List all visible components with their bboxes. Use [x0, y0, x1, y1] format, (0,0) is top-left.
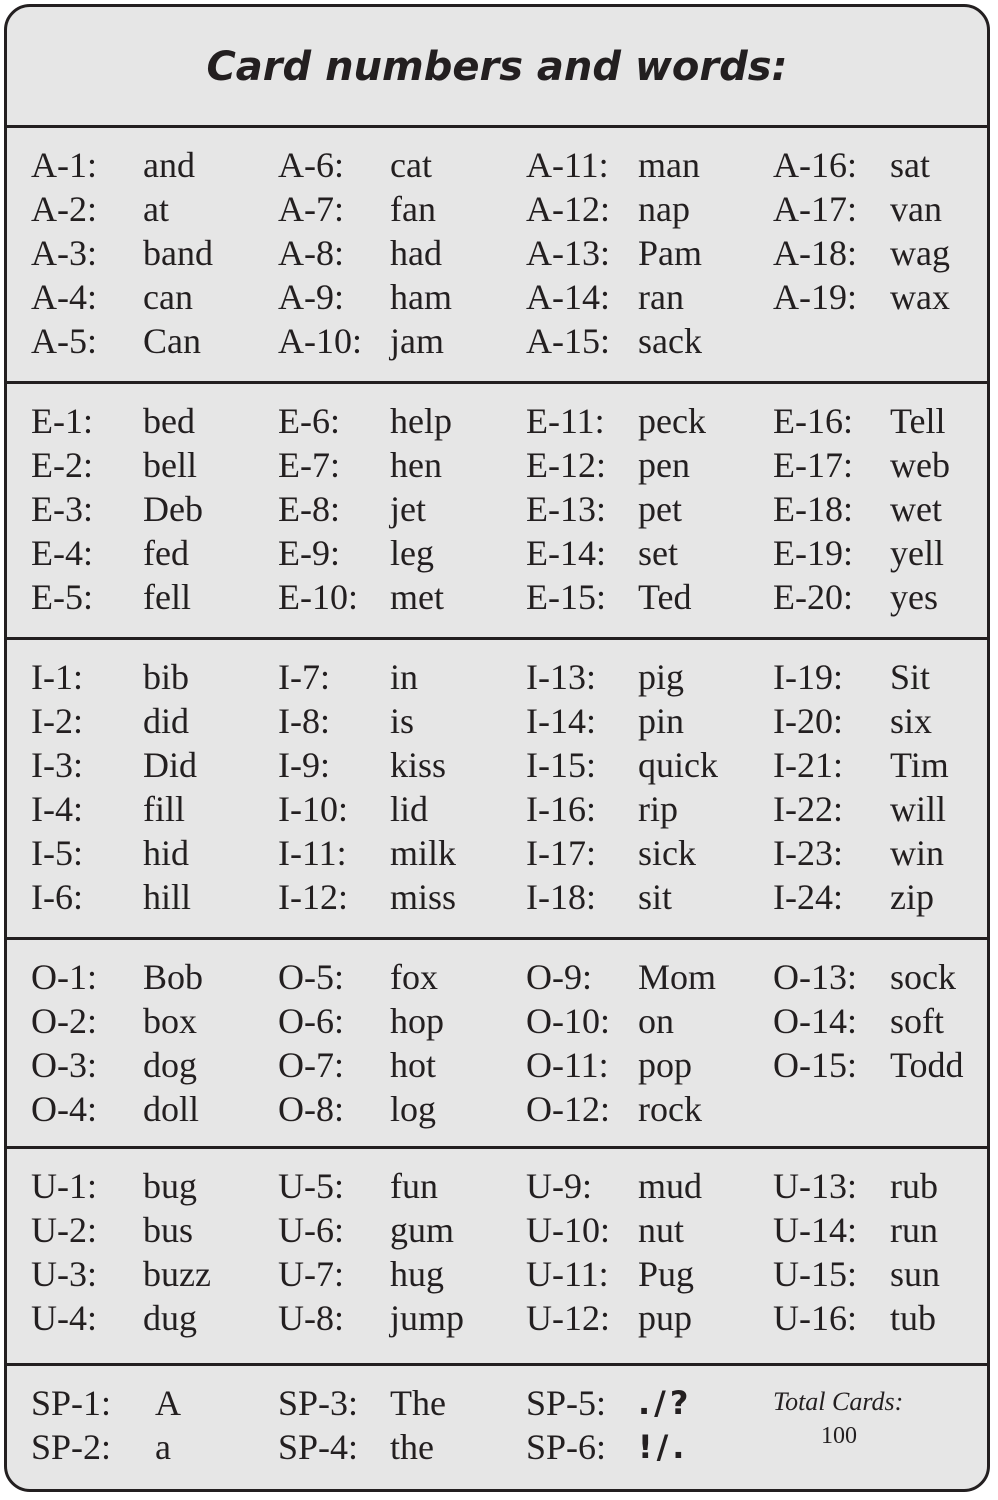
card-number: E-14: [526, 533, 606, 573]
card-number: I-19: [773, 657, 843, 697]
card-word: box [143, 1001, 197, 1041]
card-word: bib [143, 657, 190, 697]
card-number: E-6: [278, 401, 340, 441]
section-divider [7, 1363, 987, 1366]
word-card [4, 4, 990, 1492]
card-word: bus [143, 1210, 194, 1250]
card-word: Deb [143, 489, 203, 529]
card-number: O-14: [773, 1001, 857, 1041]
card-number: E-12: [526, 445, 606, 485]
card-header [7, 7, 987, 127]
card-number: U-8: [278, 1298, 344, 1338]
card-word: pup [638, 1298, 692, 1338]
card-word: Bob [143, 957, 204, 997]
card-word: miss [390, 877, 457, 917]
card-number: I-13: [526, 657, 596, 697]
card-number: SP-2: [31, 1427, 112, 1467]
card-word: pin [638, 701, 685, 741]
card-word: quick [638, 745, 718, 785]
card-number: U-3: [31, 1254, 97, 1294]
card-word: wet [890, 489, 942, 529]
card-word: ./? [638, 1384, 693, 1422]
card-number: A-14: [526, 277, 610, 317]
card-word: log [390, 1089, 437, 1129]
card-word: hug [390, 1254, 444, 1294]
card-number: I-4: [31, 789, 83, 829]
card-word: hen [390, 445, 442, 485]
card-number: I-24: [773, 877, 843, 917]
card-number: E-4: [31, 533, 93, 573]
card-number: E-20: [773, 577, 853, 617]
card-word: kiss [390, 745, 447, 785]
card-word: six [890, 701, 933, 741]
card-word: pig [638, 657, 685, 697]
card-word: dug [143, 1298, 197, 1338]
card-word: ham [390, 277, 452, 317]
card-word: tub [890, 1298, 937, 1338]
card-number: E-8: [278, 489, 340, 529]
card-word: sit [638, 877, 673, 917]
card-number: A-17: [773, 189, 857, 229]
card-number: E-11: [526, 401, 605, 441]
card-word: on [638, 1001, 674, 1041]
card-word: Ted [638, 577, 692, 617]
card-word: wag [890, 233, 950, 273]
card-number: I-17: [526, 833, 596, 873]
card-number: I-21: [773, 745, 843, 785]
card-number: E-16: [773, 401, 853, 441]
card-word: doll [143, 1089, 200, 1129]
card-word: bed [143, 401, 195, 441]
card-word: fox [390, 957, 438, 997]
card-number: E-2: [31, 445, 93, 485]
card-number: O-5: [278, 957, 344, 997]
card-number: U-7: [278, 1254, 344, 1294]
card-number: I-23: [773, 833, 843, 873]
card-number: U-13: [773, 1166, 857, 1206]
card-number: SP-3: [278, 1383, 359, 1423]
card-word: set [638, 533, 678, 573]
card-word: bell [143, 445, 197, 485]
card-word: gum [390, 1210, 455, 1250]
card-number: E-9: [278, 533, 340, 573]
card-number: E-1: [31, 401, 93, 441]
card-number: U-12: [526, 1298, 610, 1338]
card-number: A-9: [278, 277, 344, 317]
card-number: A-12: [526, 189, 610, 229]
card-number: U-2: [31, 1210, 97, 1250]
card-number: U-9: [526, 1166, 592, 1206]
card-word: nut [638, 1210, 685, 1250]
card-word: Can [143, 321, 201, 361]
card-word: mud [638, 1166, 703, 1206]
card-word: run [890, 1210, 938, 1250]
card-number: I-18: [526, 877, 596, 917]
card-word: rip [638, 789, 678, 829]
card-word: can [143, 277, 193, 317]
card-word: met [390, 577, 444, 617]
card-word: pet [638, 489, 682, 529]
card-word: nap [638, 189, 690, 229]
card-number: E-3: [31, 489, 93, 529]
section-divider [7, 1146, 987, 1149]
card-word: fed [143, 533, 189, 573]
card-number: SP-1: [31, 1383, 112, 1423]
card-number: O-7: [278, 1045, 344, 1085]
card-word: Mom [638, 957, 717, 997]
card-word: hill [143, 877, 192, 917]
card-word: in [390, 657, 419, 697]
card-number: A-5: [31, 321, 97, 361]
card-word: a [155, 1427, 171, 1467]
section-e [7, 383, 987, 639]
card-word: sun [890, 1254, 941, 1294]
card-word: zip [890, 877, 934, 917]
card-number: I-22: [773, 789, 843, 829]
card-number: I-10: [278, 789, 348, 829]
card-number: I-1: [31, 657, 83, 697]
card-number: U-15: [773, 1254, 857, 1294]
card-word: rub [890, 1166, 938, 1206]
card-number: A-13: [526, 233, 610, 273]
card-word: ran [638, 277, 684, 317]
card-word: jam [390, 321, 444, 361]
card-number: U-5: [278, 1166, 344, 1206]
card-number: U-11: [526, 1254, 609, 1294]
card-number: U-4: [31, 1298, 97, 1338]
card-word: band [143, 233, 213, 273]
card-word: fun [390, 1166, 438, 1206]
card-word: Did [143, 745, 197, 785]
card-number: E-5: [31, 577, 93, 617]
card-number: E-19: [773, 533, 853, 573]
card-word: did [143, 701, 190, 741]
card-number: A-16: [773, 145, 857, 185]
card-word: is [390, 701, 415, 741]
card-word: the [390, 1427, 434, 1467]
page-title: Card numbers and words: [206, 44, 788, 90]
section-i [7, 639, 987, 939]
card-number: E-18: [773, 489, 853, 529]
card-number: O-9: [526, 957, 592, 997]
card-word: The [390, 1383, 446, 1423]
card-word: pen [638, 445, 690, 485]
card-word: soft [890, 1001, 944, 1041]
card-word: cat [390, 145, 432, 185]
card-word: buzz [143, 1254, 211, 1294]
card-number: A-1: [31, 145, 97, 185]
card-word: hop [390, 1001, 444, 1041]
card-number: O-6: [278, 1001, 344, 1041]
card-word: hid [143, 833, 190, 873]
card-number: I-11: [278, 833, 347, 873]
card-number: SP-5: [526, 1383, 607, 1423]
card-word: and [143, 145, 195, 185]
card-word: fan [390, 189, 436, 229]
card-number: O-2: [31, 1001, 97, 1041]
card-word: milk [390, 833, 457, 873]
card-number: O-15: [773, 1045, 857, 1085]
card-number: A-4: [31, 277, 97, 317]
section-a [7, 127, 987, 383]
card-number: O-11: [526, 1045, 609, 1085]
card-number: I-14: [526, 701, 596, 741]
card-number: A-19: [773, 277, 857, 317]
card-number: U-10: [526, 1210, 610, 1250]
card-number: A-8: [278, 233, 344, 273]
card-word: had [390, 233, 442, 273]
card-number: A-7: [278, 189, 344, 229]
section-u [7, 1148, 987, 1365]
card-number: SP-4: [278, 1427, 359, 1467]
card-word: yes [890, 577, 938, 617]
card-word: sock [890, 957, 956, 997]
card-word: will [890, 789, 947, 829]
card-number: O-10: [526, 1001, 610, 1041]
card-number: U-14: [773, 1210, 857, 1250]
card-number: I-16: [526, 789, 596, 829]
card-word: peck [638, 401, 706, 441]
card-number: U-16: [773, 1298, 857, 1338]
card-word: win [890, 833, 944, 873]
card-number: I-12: [278, 877, 348, 917]
card-number: E-10: [278, 577, 358, 617]
card-word: hot [390, 1045, 437, 1085]
card-number: I-20: [773, 701, 843, 741]
card-word: web [890, 445, 950, 485]
card-number: E-7: [278, 445, 340, 485]
card-number: SP-6: [526, 1427, 607, 1467]
section-divider [7, 637, 987, 640]
card-number: A-15: [526, 321, 610, 361]
card-word: sack [638, 321, 702, 361]
card-word: !/. [638, 1428, 689, 1466]
card-number: A-3: [31, 233, 97, 273]
card-number: U-6: [278, 1210, 344, 1250]
card-word: bug [143, 1166, 197, 1206]
card-word: lid [390, 789, 429, 829]
card-number: I-8: [278, 701, 330, 741]
card-word: rock [638, 1089, 702, 1129]
card-word: jet [390, 489, 426, 529]
card-number: I-2: [31, 701, 83, 741]
card-number: E-15: [526, 577, 606, 617]
card-word: Tim [890, 745, 949, 785]
card-number: A-18: [773, 233, 857, 273]
card-number: A-11: [526, 145, 609, 185]
card-word: dog [143, 1045, 197, 1085]
card-number: E-17: [773, 445, 853, 485]
card-word: help [390, 401, 452, 441]
section-divider [7, 125, 987, 128]
total-cards-label: Total Cards: [773, 1387, 904, 1416]
card-number: O-3: [31, 1045, 97, 1085]
card-word: Todd [890, 1045, 964, 1085]
card-number: O-1: [31, 957, 97, 997]
card-word: A [155, 1383, 181, 1423]
card-word: sat [890, 145, 930, 185]
section-o [7, 939, 987, 1148]
card-word: fill [143, 789, 185, 829]
card-number: I-3: [31, 745, 83, 785]
section-divider [7, 381, 987, 384]
card-word: van [890, 189, 942, 229]
card-number: I-5: [31, 833, 83, 873]
section-divider [7, 937, 987, 940]
total-cards-value: 100 [821, 1423, 857, 1449]
card-number: I-15: [526, 745, 596, 785]
card-number: U-1: [31, 1166, 97, 1206]
card-word: fell [143, 577, 191, 617]
card-word: leg [390, 533, 434, 573]
card-number: A-2: [31, 189, 97, 229]
card-number: I-7: [278, 657, 330, 697]
card-word: jump [390, 1298, 465, 1338]
card-word: pop [638, 1045, 692, 1085]
card-word: sick [638, 833, 696, 873]
card-word: Pam [638, 233, 703, 273]
card-number: I-6: [31, 877, 83, 917]
card-number: I-9: [278, 745, 330, 785]
card-number: O-12: [526, 1089, 610, 1129]
card-word: Sit [890, 657, 931, 697]
card-word: wax [890, 277, 950, 317]
card-word: man [638, 145, 700, 185]
card-word: yell [890, 533, 944, 573]
card-word: Pug [638, 1254, 695, 1294]
card-number: O-8: [278, 1089, 344, 1129]
card-word: Tell [890, 401, 946, 441]
card-word: at [143, 189, 169, 229]
card-number: O-4: [31, 1089, 97, 1129]
card-number: O-13: [773, 957, 857, 997]
card-number: A-10: [278, 321, 362, 361]
card-number: A-6: [278, 145, 344, 185]
card-number: E-13: [526, 489, 606, 529]
